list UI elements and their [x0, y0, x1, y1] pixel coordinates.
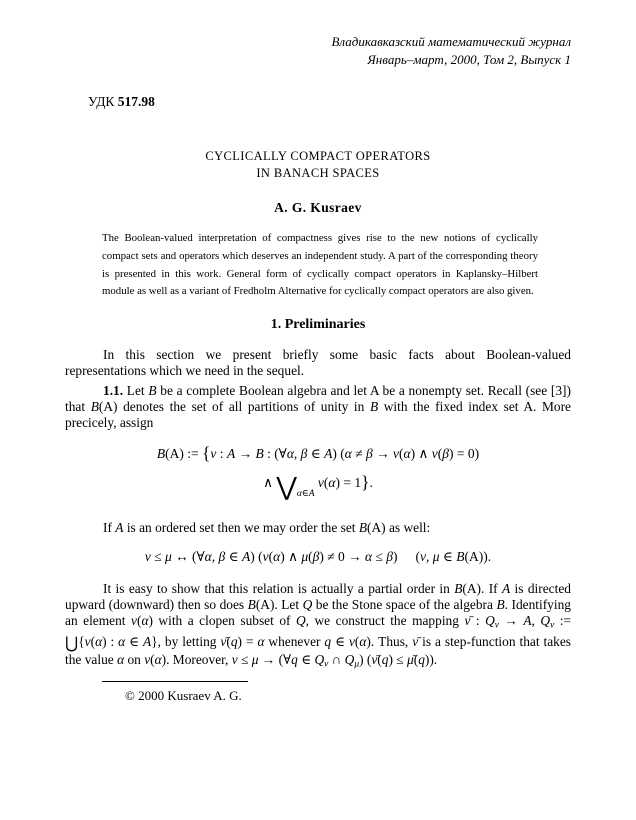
- article-title-line-2: IN BANACH SPACES: [256, 166, 380, 180]
- abstract-text: The Boolean-valued interpretation of compactness gives rise to the new notions of cyclically compact sets and operators which deserves an independent study. A part of the corresponding theory is presented in this work. General form of cyclically compact operators in Kaplansky–Hilbert module as well as a variant of Fredholm Alternative for cyclically compact operators are also given.: [102, 232, 538, 298]
- paragraph-stone-space: It is easy to show that this relation is actually a partial order in B(A). If A is directed upward (downward) then so does B(A). Let Q be the Stone space of the algebra B. Identifying an element ν(α) with a clopen subset of Q, we construct the mapping ν̄ : Qν → A, Qν := ⋃{ν(α) : α ∈ A}, by letting ν̄(q) = α whenever q ∈ ν(α). Thus, ν̄ is a step-function that takes the value α on ν(α). Moreover, ν ≤ μ → (∀q ∈ Qν ∩ Qμ) (ν̄(q) ≤ μ̄(q)).: [65, 580, 572, 670]
- section-heading: 1. Preliminaries: [270, 317, 366, 333]
- udk-line: [65, 94, 571, 110]
- paragraph-order-intro: If A is an ordered set then we may order the set B(A) as well:: [103, 519, 431, 535]
- udk-label: УДК: [88, 94, 118, 109]
- footnote: [65, 681, 571, 704]
- journal-title: Владикавказский математический журнал: [331, 34, 571, 49]
- journal-header: [65, 33, 571, 68]
- author-name: A. G. Kusraev: [274, 200, 362, 215]
- udk-code: 517.98: [117, 94, 155, 109]
- paragraph-intro: In this section we present briefly some basic facts about Boolean-valued representations which we need in the sequel.: [65, 347, 571, 379]
- footnote-rule: [102, 681, 248, 682]
- display-formula-2: ν ≤ μ ↔ (∀α, β ∈ A) (ν(α) ∧ μ(β) ≠ 0 → α ≤ β) (ν, μ ∈ B(A)).: [144, 548, 492, 564]
- journal-issue: Январь–март, 2000, Том 2, Выпуск 1: [367, 51, 571, 67]
- formula-1-line-1: B(A) := {ν : A → B : (∀α, β ∈ A) (α ≠ β → ν(α) ∧ ν(β) = 0): [156, 443, 480, 464]
- article-title: [65, 148, 571, 182]
- article-title-line-1: CYCLICALLY COMPACT OPERATORS: [205, 149, 431, 163]
- paragraph-1-1: 1.1. Let B be a complete Boolean algebra and let A be a nonempty set. Recall (see [3]) that B(A) denotes the set of all partitions of unity in B with the fixed index set A. More precicely, assign: [65, 382, 572, 430]
- display-formula-1: [65, 441, 571, 505]
- copyright-notice: © 2000 Kusraev A. G.: [125, 688, 242, 704]
- formula-1-line-2: ∧ $⋁_{\alpha\in A}$ ν(α) = 1}.: [263, 471, 373, 501]
